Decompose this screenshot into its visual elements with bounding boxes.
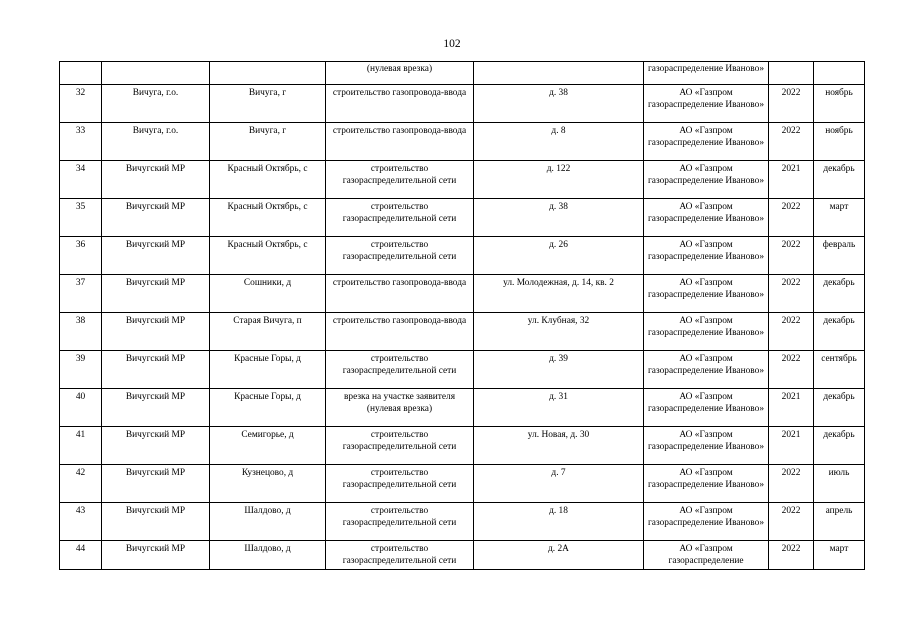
cell-month: декабрь (814, 313, 865, 351)
cell-number: 37 (60, 275, 102, 313)
cell-district: Вичугский МР (102, 503, 210, 541)
cell-address: д. 122 (474, 161, 644, 199)
cell-address: д. 38 (474, 85, 644, 123)
cell-month: апрель (814, 503, 865, 541)
cell-organization: АО «Газпром газораспределение Иваново» (644, 237, 769, 275)
cell-year: 2022 (769, 199, 814, 237)
cell-month: март (814, 541, 865, 570)
cell-month: февраль (814, 237, 865, 275)
cell-organization: АО «Газпром газораспределение Иваново» (644, 199, 769, 237)
cell-address: д. 26 (474, 237, 644, 275)
cell-number: 34 (60, 161, 102, 199)
cell-organization: АО «Газпром газораспределение Иваново» (644, 313, 769, 351)
cell-locality: Вичуга, г (210, 85, 326, 123)
cell-year: 2022 (769, 123, 814, 161)
cell-address: д. 38 (474, 199, 644, 237)
cell-address: д. 2А (474, 541, 644, 570)
cell-organization: АО «Газпром газораспределение Иваново» (644, 427, 769, 465)
cell-district: Вичугский МР (102, 161, 210, 199)
cell-locality: Кузнецово, д (210, 465, 326, 503)
table-row (60, 503, 865, 541)
cell-locality: Семигорье, д (210, 427, 326, 465)
cell-address: д. 31 (474, 389, 644, 427)
cell-year: 2021 (769, 427, 814, 465)
cell-locality: Красные Горы, д (210, 389, 326, 427)
cell-work-type: строительство газораспределительной сети (326, 503, 474, 541)
cell-locality: Шалдово, д (210, 541, 326, 570)
table-row (60, 541, 865, 570)
cell-organization: АО «Газпром газораспределение Иваново» (644, 123, 769, 161)
cell-year: 2022 (769, 541, 814, 570)
cell-work-type: строительство газопровода-ввода (326, 275, 474, 313)
cell-work-type: строительство газораспределительной сети (326, 351, 474, 389)
cell-work-type: строительство газопровода-ввода (326, 313, 474, 351)
cell-year: 2022 (769, 313, 814, 351)
cell-work-type: строительство газораспределительной сети (326, 199, 474, 237)
cell-organization: АО «Газпром газораспределение (644, 541, 769, 570)
cell-work-type: строительство газораспределительной сети (326, 161, 474, 199)
cell-work-type: (нулевая врезка) (326, 62, 474, 85)
cell-organization: АО «Газпром газораспределение Иваново» (644, 351, 769, 389)
cell-number: 42 (60, 465, 102, 503)
cell-locality (210, 62, 326, 85)
table-row (60, 161, 865, 199)
cell-organization: АО «Газпром газораспределение Иваново» (644, 275, 769, 313)
table-row (60, 351, 865, 389)
table-row (60, 465, 865, 503)
cell-locality: Шалдово, д (210, 503, 326, 541)
cell-number: 33 (60, 123, 102, 161)
cell-address: д. 8 (474, 123, 644, 161)
cell-district: Вичугский МР (102, 313, 210, 351)
table-row (60, 237, 865, 275)
page-number: 102 (443, 38, 461, 50)
cell-work-type: врезка на участке заявителя (нулевая врезка) (326, 389, 474, 427)
gas-connection-table (59, 61, 865, 570)
cell-month: сентябрь (814, 351, 865, 389)
cell-month: ноябрь (814, 123, 865, 161)
cell-work-type: строительство газораспределительной сети (326, 465, 474, 503)
cell-address: ул. Клубная, 32 (474, 313, 644, 351)
cell-locality: Красные Горы, д (210, 351, 326, 389)
cell-locality: Красный Октябрь, с (210, 237, 326, 275)
table-row-continuation (60, 62, 865, 85)
cell-organization: АО «Газпром газораспределение Иваново» (644, 389, 769, 427)
cell-organization: АО «Газпром газораспределение Иваново» (644, 503, 769, 541)
table-row (60, 199, 865, 237)
cell-year: 2022 (769, 275, 814, 313)
cell-district: Вичугский МР (102, 389, 210, 427)
cell-district: Вичугский МР (102, 351, 210, 389)
cell-work-type: строительство газопровода-ввода (326, 123, 474, 161)
cell-district: Вичугский МР (102, 427, 210, 465)
cell-year: 2022 (769, 85, 814, 123)
cell-number: 40 (60, 389, 102, 427)
cell-locality: Старая Вичуга, п (210, 313, 326, 351)
cell-district: Вичугский МР (102, 541, 210, 570)
cell-locality: Красный Октябрь, с (210, 161, 326, 199)
cell-year: 2021 (769, 161, 814, 199)
table-row (60, 427, 865, 465)
cell-month: июль (814, 465, 865, 503)
cell-number: 44 (60, 541, 102, 570)
cell-number: 35 (60, 199, 102, 237)
cell-district: Вичуга, г.о. (102, 85, 210, 123)
table-row (60, 85, 865, 123)
cell-work-type: строительство газораспределительной сети (326, 541, 474, 570)
cell-year: 2022 (769, 237, 814, 275)
cell-year (769, 62, 814, 85)
cell-district: Вичугский МР (102, 237, 210, 275)
cell-number: 43 (60, 503, 102, 541)
cell-work-type: строительство газораспределительной сети (326, 427, 474, 465)
cell-month: декабрь (814, 161, 865, 199)
cell-address: д. 39 (474, 351, 644, 389)
cell-organization: АО «Газпром газораспределение Иваново» (644, 161, 769, 199)
cell-district: Вичугский МР (102, 465, 210, 503)
cell-year: 2021 (769, 389, 814, 427)
cell-number: 39 (60, 351, 102, 389)
table-row (60, 123, 865, 161)
table-row (60, 389, 865, 427)
table-row (60, 313, 865, 351)
cell-month: декабрь (814, 389, 865, 427)
cell-work-type: строительство газораспределительной сети (326, 237, 474, 275)
cell-work-type: строительство газопровода-ввода (326, 85, 474, 123)
cell-address (474, 62, 644, 85)
cell-month: ноябрь (814, 85, 865, 123)
cell-organization: газораспределение Иваново» (644, 62, 769, 85)
cell-month: декабрь (814, 427, 865, 465)
cell-address: д. 7 (474, 465, 644, 503)
cell-number: 36 (60, 237, 102, 275)
cell-district: Вичугский МР (102, 199, 210, 237)
cell-address: ул. Молодежная, д. 14, кв. 2 (474, 275, 644, 313)
cell-number: 41 (60, 427, 102, 465)
cell-month (814, 62, 865, 85)
cell-month: март (814, 199, 865, 237)
cell-organization: АО «Газпром газораспределение Иваново» (644, 85, 769, 123)
cell-district (102, 62, 210, 85)
cell-organization: АО «Газпром газораспределение Иваново» (644, 465, 769, 503)
cell-district: Вичугский МР (102, 275, 210, 313)
cell-locality: Вичуга, г (210, 123, 326, 161)
cell-address: ул. Новая, д. 30 (474, 427, 644, 465)
cell-locality: Красный Октябрь, с (210, 199, 326, 237)
cell-number: 38 (60, 313, 102, 351)
cell-address: д. 18 (474, 503, 644, 541)
cell-year: 2022 (769, 503, 814, 541)
cell-number (60, 62, 102, 85)
cell-locality: Сошники, д (210, 275, 326, 313)
cell-year: 2022 (769, 465, 814, 503)
table-body (60, 62, 865, 570)
cell-district: Вичуга, г.о. (102, 123, 210, 161)
table-row (60, 275, 865, 313)
cell-year: 2022 (769, 351, 814, 389)
cell-month: декабрь (814, 275, 865, 313)
cell-number: 32 (60, 85, 102, 123)
